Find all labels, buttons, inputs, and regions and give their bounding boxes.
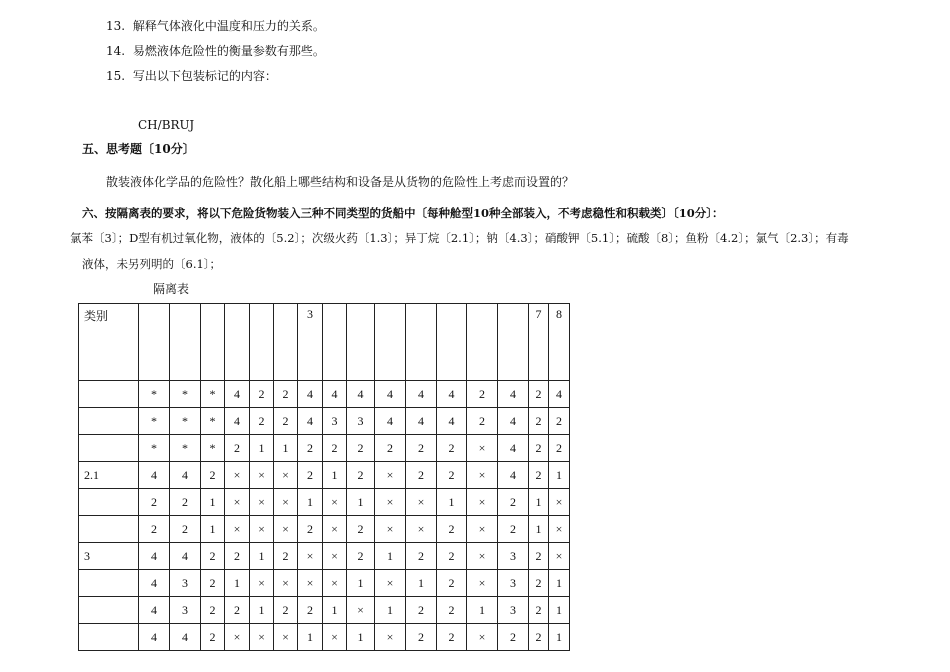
question-text: 写出以下包装标记的内容：	[132, 69, 277, 83]
table-cell: ×	[375, 624, 406, 651]
table-cell: *	[201, 435, 225, 462]
table-row	[79, 435, 570, 462]
table-cell: 4	[375, 408, 406, 435]
table-cell: 1	[406, 570, 437, 597]
table-cell: 2	[201, 543, 225, 570]
table-cell: 2	[225, 597, 250, 624]
table-cell: 2	[529, 435, 549, 462]
table-cell: ×	[298, 570, 323, 597]
table-cell: 4	[139, 624, 170, 651]
table-cell: 4	[498, 408, 529, 435]
package-mark: CH/BRUJ	[138, 118, 195, 132]
table-row	[79, 624, 570, 651]
table-cell: 4	[225, 381, 250, 408]
table-cell: ×	[274, 489, 298, 516]
table-cell: 2	[298, 435, 323, 462]
table-header-cell	[347, 304, 375, 381]
table-cell: 2	[323, 435, 347, 462]
table-cell: ×	[274, 624, 298, 651]
segregation-table	[78, 303, 570, 651]
table-cell: ×	[274, 462, 298, 489]
table-header-cell	[467, 304, 498, 381]
question-13	[106, 19, 325, 33]
question-15	[106, 69, 277, 83]
table-header-cell	[170, 304, 201, 381]
table-header-cell	[201, 304, 225, 381]
row-class-label	[79, 624, 139, 651]
table-cell: ×	[406, 516, 437, 543]
table-cell: 4	[498, 435, 529, 462]
table-cell: 1	[201, 489, 225, 516]
table-cell: 1	[201, 516, 225, 543]
table-cell: ×	[467, 516, 498, 543]
table-cell: 2	[298, 516, 323, 543]
table-cell: 2	[437, 462, 467, 489]
table-cell: 4	[139, 597, 170, 624]
question-number: 13.	[106, 19, 126, 33]
table-cell: 3	[347, 408, 375, 435]
table-cell: 4	[347, 381, 375, 408]
table-header-cell	[225, 304, 250, 381]
table-cell: 4	[437, 408, 467, 435]
table-cell: ×	[406, 489, 437, 516]
row-class-label	[79, 408, 139, 435]
table-cell: ×	[250, 570, 274, 597]
table-cell: 2	[498, 516, 529, 543]
table-header-cell: 8	[549, 304, 570, 381]
table-cell: ×	[347, 597, 375, 624]
table-cell: 2	[250, 381, 274, 408]
table-cell: ×	[323, 516, 347, 543]
table-cell: 1	[274, 435, 298, 462]
table-cell: ×	[250, 516, 274, 543]
table-cell: 4	[170, 462, 201, 489]
table-cell: ×	[323, 624, 347, 651]
table-cell: ×	[375, 489, 406, 516]
table-cell: 1	[467, 597, 498, 624]
table-header-cell	[375, 304, 406, 381]
table-cell: 1	[549, 597, 570, 624]
table-cell: 4	[406, 408, 437, 435]
question-text: 易燃液体危险性的衡量参数有那些。	[132, 44, 325, 58]
table-cell: *	[139, 435, 170, 462]
row-class-label	[79, 435, 139, 462]
table-cell: 1	[323, 597, 347, 624]
table-cell: *	[170, 381, 201, 408]
table-cell: 1	[375, 543, 406, 570]
table-cell: 4	[375, 381, 406, 408]
table-cell: 2	[298, 597, 323, 624]
table-cell: 4	[170, 624, 201, 651]
table-cell: 2	[201, 624, 225, 651]
table-cell: 3	[170, 570, 201, 597]
table-cell: ×	[375, 516, 406, 543]
question-number: 14.	[106, 44, 126, 58]
table-cell: 4	[298, 381, 323, 408]
table-cell: 1	[549, 624, 570, 651]
table-cell: 1	[347, 624, 375, 651]
table-cell: 2	[139, 516, 170, 543]
table-cell: 4	[437, 381, 467, 408]
table-cell: 2	[437, 624, 467, 651]
table-cell: 2	[467, 408, 498, 435]
table-header-cell	[437, 304, 467, 381]
table-cell: 2	[347, 462, 375, 489]
table-cell: ×	[549, 489, 570, 516]
table-cell: ×	[225, 624, 250, 651]
table-cell: 4	[498, 381, 529, 408]
table-row	[79, 489, 570, 516]
table-cell: *	[139, 408, 170, 435]
table-cell: 2	[467, 381, 498, 408]
table-cell: 2	[201, 570, 225, 597]
table-cell: 4	[298, 408, 323, 435]
table-cell: 2	[437, 597, 467, 624]
table-header-cell	[274, 304, 298, 381]
table-cell: ×	[467, 624, 498, 651]
table-cell: 2	[498, 489, 529, 516]
table-cell: 2	[201, 597, 225, 624]
table-cell: *	[201, 408, 225, 435]
section-5-title: 五、思考题〔10分〕	[82, 142, 195, 156]
table-cell: 2	[201, 462, 225, 489]
table-cell: 4	[549, 381, 570, 408]
table-cell: ×	[274, 570, 298, 597]
table-cell: 1	[347, 570, 375, 597]
question-14	[106, 44, 325, 58]
table-cell: ×	[274, 516, 298, 543]
table-cell: *	[201, 381, 225, 408]
table-cell: ×	[225, 516, 250, 543]
table-cell: 3	[498, 570, 529, 597]
table-cell: 2	[406, 624, 437, 651]
table-cell: ×	[375, 570, 406, 597]
table-cell: ×	[323, 570, 347, 597]
question-number: 15.	[106, 69, 126, 83]
table-cell: *	[170, 408, 201, 435]
table-header-cell: 7	[529, 304, 549, 381]
table-cell: 2	[437, 570, 467, 597]
table-cell: 2	[529, 570, 549, 597]
table-cell: ×	[375, 462, 406, 489]
table-cell: 2	[139, 489, 170, 516]
table-cell: ×	[467, 570, 498, 597]
table-cell: 2	[529, 597, 549, 624]
table-cell: 1	[298, 489, 323, 516]
table-cell: 2	[437, 516, 467, 543]
table-cell: ×	[250, 489, 274, 516]
table-cell: 2	[347, 435, 375, 462]
table-cell: 3	[498, 597, 529, 624]
table-cell: 4	[323, 381, 347, 408]
table-cell: 2	[549, 435, 570, 462]
table-cell: 1	[323, 462, 347, 489]
table-cell: ×	[467, 435, 498, 462]
table-cell: ×	[549, 516, 570, 543]
table-cell: 2	[298, 462, 323, 489]
table-header-cell	[139, 304, 170, 381]
table-header-cell	[323, 304, 347, 381]
table-cell: *	[170, 435, 201, 462]
table-cell: *	[139, 381, 170, 408]
table-cell: ×	[549, 543, 570, 570]
table-row	[79, 570, 570, 597]
table-caption: 隔离表	[153, 282, 190, 296]
table-row	[79, 597, 570, 624]
table-cell: ×	[467, 462, 498, 489]
table-cell: 4	[170, 543, 201, 570]
table-cell: 2	[529, 381, 549, 408]
table-cell: 1	[549, 462, 570, 489]
table-row	[79, 543, 570, 570]
table-row	[79, 462, 570, 489]
table-cell: 2	[406, 435, 437, 462]
table-cell: 2	[274, 597, 298, 624]
table-cell: 1	[529, 516, 549, 543]
table-cell: 4	[139, 543, 170, 570]
row-class-label	[79, 489, 139, 516]
table-cell: 2	[549, 408, 570, 435]
table-header-cell: 类别	[79, 304, 139, 381]
table-header-cell	[498, 304, 529, 381]
table-cell: 2	[529, 462, 549, 489]
table-cell: 2	[274, 381, 298, 408]
table-cell: 3	[498, 543, 529, 570]
section-6-title: 六、按隔离表的要求，将以下危险货物装入三种不同类型的货船中〔每种舱型10种全部装入，不考虑稳性和积载类〕〔10分〕：	[82, 206, 724, 220]
table-cell: 2	[347, 543, 375, 570]
table-cell: 4	[139, 462, 170, 489]
table-cell: 2	[437, 435, 467, 462]
section-6-items-line2: 液体，未另列明的〔6.1〕；	[82, 257, 222, 271]
table-cell: 4	[139, 570, 170, 597]
table-cell: 3	[170, 597, 201, 624]
row-class-label	[79, 570, 139, 597]
table-row	[79, 381, 570, 408]
table-row	[79, 516, 570, 543]
table-cell: 1	[375, 597, 406, 624]
table-cell: ×	[323, 489, 347, 516]
table-cell: 4	[498, 462, 529, 489]
row-class-label	[79, 381, 139, 408]
table-cell: 2	[250, 408, 274, 435]
table-cell: 2	[406, 462, 437, 489]
table-cell: 2	[529, 408, 549, 435]
section-6-items-line1: 氯苯〔3〕；D型有机过氧化物，液体的〔5.2〕；次级火药〔1.3〕；异丁烷〔2.1〕；钠〔4.3〕；硝酸钾〔5.1〕；硫酸〔8〕；鱼粉〔4.2〕；氯气〔2.3〕；有毒	[70, 231, 849, 245]
table-cell: 2	[274, 543, 298, 570]
table-cell: ×	[323, 543, 347, 570]
table-cell: ×	[225, 489, 250, 516]
table-cell: 2	[225, 435, 250, 462]
table-cell: 2	[170, 489, 201, 516]
row-class-label: 3	[79, 543, 139, 570]
table-cell: 1	[250, 597, 274, 624]
table-cell: 1	[437, 489, 467, 516]
table-cell: 2	[274, 408, 298, 435]
table-cell: 2	[225, 543, 250, 570]
table-cell: 2	[406, 597, 437, 624]
table-cell: ×	[250, 462, 274, 489]
table-cell: 2	[529, 624, 549, 651]
row-class-label: 2.1	[79, 462, 139, 489]
table-row	[79, 408, 570, 435]
section-5-question: 散装液体化学品的危险性？散化船上哪些结构和设备是从货物的危险性上考虑而设置的？	[106, 175, 575, 189]
table-cell: 1	[250, 435, 274, 462]
question-text: 解释气体液化中温度和压力的关系。	[132, 19, 325, 33]
table-cell: 1	[250, 543, 274, 570]
table-cell: 2	[347, 516, 375, 543]
table-cell: 2	[170, 516, 201, 543]
table-cell: 1	[549, 570, 570, 597]
table-cell: ×	[298, 543, 323, 570]
row-class-label	[79, 516, 139, 543]
table-header-cell	[250, 304, 274, 381]
table-cell: 1	[298, 624, 323, 651]
table-cell: 4	[406, 381, 437, 408]
table-cell: 2	[406, 543, 437, 570]
row-class-label	[79, 597, 139, 624]
table-cell: ×	[250, 624, 274, 651]
table-header-cell: 3	[298, 304, 323, 381]
table-cell: 1	[347, 489, 375, 516]
table-cell: ×	[225, 462, 250, 489]
table-cell: 1	[225, 570, 250, 597]
table-cell: 3	[323, 408, 347, 435]
table-cell: 4	[225, 408, 250, 435]
table-cell: 1	[529, 489, 549, 516]
table-cell: ×	[467, 543, 498, 570]
table-cell: 2	[375, 435, 406, 462]
table-header-row	[79, 304, 570, 381]
table-cell: ×	[467, 489, 498, 516]
table-cell: 2	[437, 543, 467, 570]
table-cell: 2	[498, 624, 529, 651]
table-header-cell	[406, 304, 437, 381]
table-cell: 2	[529, 543, 549, 570]
